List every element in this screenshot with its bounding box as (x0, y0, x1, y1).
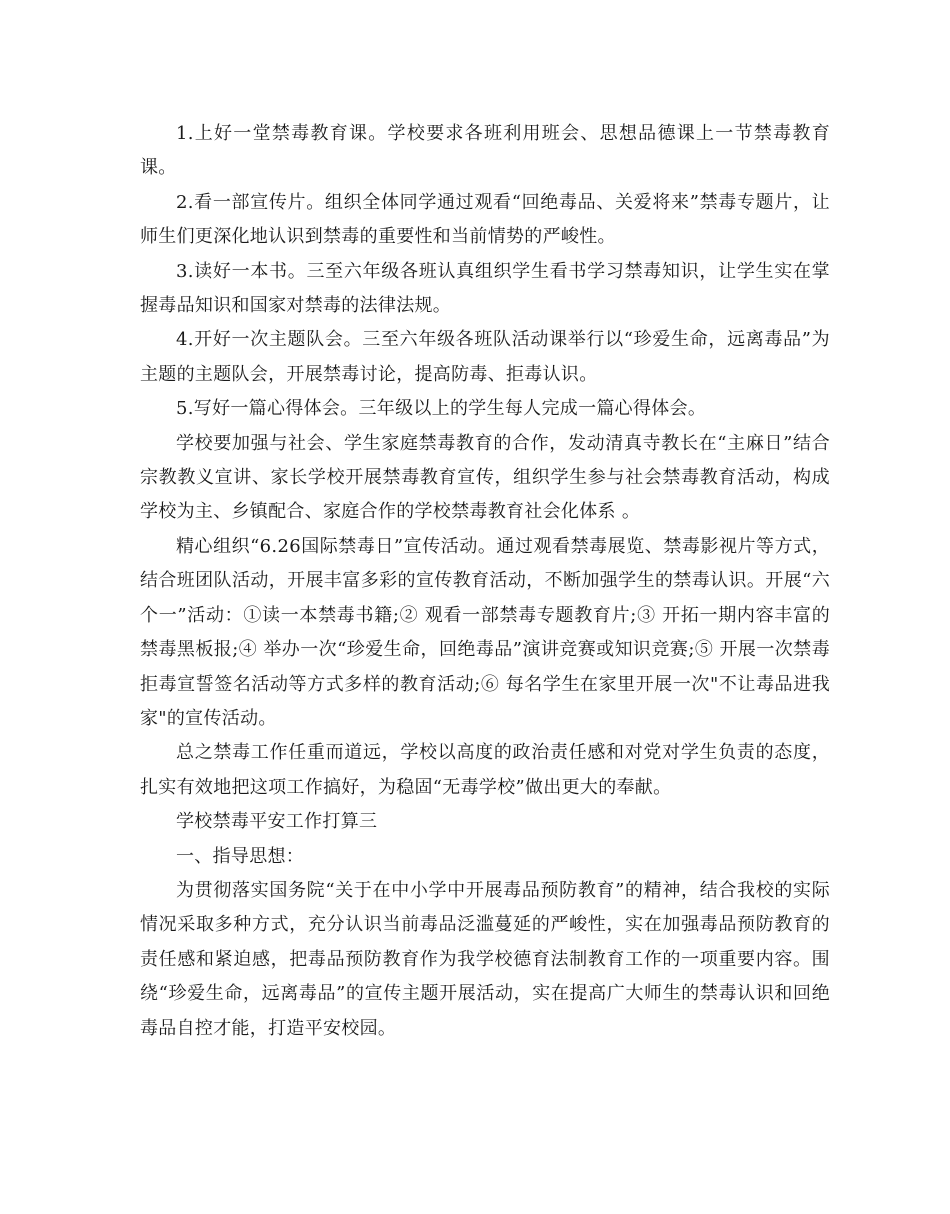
paragraph-essay: 5.写好一篇心得体会。三年级以上的学生每人完成一篇心得体会。 (176, 398, 707, 420)
paragraph-guiding-thought: 为贯彻落实国务院“关于在中小学中开展毒品预防教育”的精神，结合我校的实际情况采取多种方式，充分认识当前毒品泛滥蔓延的严峻性，实在加强毒品预防教育的责任感和紧迫感，把毒品预防教育作为我学校德育法制教育工作的一项重要内容。围绕“珍爱生命，远离毒品”的宣传主题开展活动，实在提高广大师生的禁毒认识和回绝毒品自控才能，打造平安校园。 (140, 879, 830, 1039)
paragraph-meeting: 4.开好一次主题队会。三至六年级各班队活动课举行以“珍爱生命，远离毒品”为主题的主题队会，开展禁毒讨论，提高防毒、拒毒认识。 (140, 329, 830, 385)
paragraph-film: 2.看一部宣传片。组织全体同学通过观看“回绝毒品、关爱将来”禁毒专题片，让师生们更深化地认识到禁毒的重要性和当前情势的严峻性。 (140, 191, 830, 248)
paragraph-book: 3.读好一本书。三至六年级各班认真组织学生看书学习禁毒知识，让学生实在掌握毒品知识和国家对禁毒的法律法规。 (140, 260, 830, 317)
paragraph-lesson: 1.上好一堂禁毒教育课。学校要求各班利用班会、思想品德课上一节禁毒教育课。 (140, 123, 830, 179)
subsection-heading: 一、指导思想： (176, 845, 305, 867)
paragraph-conclusion: 总之禁毒工作任重而道远，学校以高度的政治责任感和对党对学生负责的态度，扎实有效地把这项工作搞好，为稳固“无毒学校”做出更大的奉献。 (140, 742, 830, 798)
paragraph-cooperation: 学校要加强与社会、学生家庭禁毒教育的合作，发动清真寺教长在“主麻日”结合宗教教义宣讲、家长学校开展禁毒教育宣传，组织学生参与社会禁毒教育活动，构成学校为主、乡镇配合、家庭合作的学校禁毒教育社会化体系 。 (140, 432, 830, 523)
paragraph-anti-drug-day: 精心组织“6.26国际禁毒日”宣传活动。通过观看禁毒展览、禁毒影视片等方式，结合班团队活动，开展丰富多彩的宣传教育活动，不断加强学生的禁毒认识。开展“六个一”活动：①读一本禁毒书籍;② 观看一部禁毒专题教育片;③ 开拓一期内容丰富的禁毒黑板报;④ 举办一次“珍爱生命，回绝毒品”演讲竞赛或知识竞赛;⑤ 开展一次禁毒拒毒宣誓签名活动等方式多样的教育活动;⑥ 每名学生在家里开展一次"不让毒品进我家"的宣传活动。 (140, 535, 830, 729)
section-heading: 学校禁毒平安工作打算三 (176, 811, 378, 833)
document-body (140, 117, 830, 1046)
